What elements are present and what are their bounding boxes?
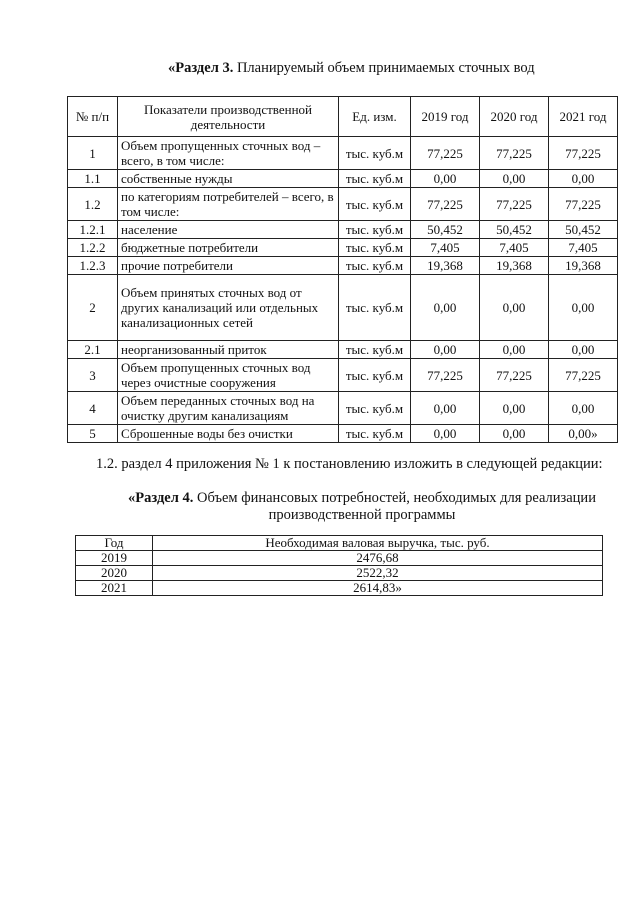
value-2019-cell: 50,452	[411, 221, 480, 239]
value-2020-cell: 0,00	[480, 170, 549, 188]
value-2019-cell: 0,00	[411, 341, 480, 359]
header-cell: Ед. изм.	[339, 97, 411, 137]
year-cell: 2021	[76, 581, 153, 596]
value-2020-cell: 7,405	[480, 239, 549, 257]
value-2019-cell: 77,225	[411, 188, 480, 221]
table-row	[68, 359, 618, 392]
table-row	[68, 239, 618, 257]
row-number-cell: 2	[68, 275, 118, 341]
amendment-paragraph: 1.2. раздел 4 приложения № 1 к постановлению изложить в следующей редакции:	[96, 456, 603, 472]
row-number-cell: 1	[68, 137, 118, 170]
unit-cell: тыс. куб.м	[339, 425, 411, 443]
indicator-cell: Объем пропущенных сточных вод – всего, в том числе:	[118, 137, 339, 170]
unit-cell: тыс. куб.м	[339, 257, 411, 275]
value-2021-cell: 7,405	[549, 239, 618, 257]
row-number-cell: 4	[68, 392, 118, 425]
value-2021-cell: 77,225	[549, 137, 618, 170]
header-cell: Необходимая валовая выручка, тыс. руб.	[153, 536, 603, 551]
value-2019-cell: 0,00	[411, 170, 480, 188]
value-2020-cell: 19,368	[480, 257, 549, 275]
table-row	[68, 425, 618, 443]
section-4-title: Объем финансовых потребностей, необходимых для реализации производственной программы	[193, 490, 596, 523]
value-2019-cell: 0,00	[411, 425, 480, 443]
table-row	[76, 566, 603, 581]
table-row	[68, 188, 618, 221]
indicator-cell: Объем принятых сточных вод от других канализаций или отдельных канализационных сетей	[118, 275, 339, 341]
unit-cell: тыс. куб.м	[339, 221, 411, 239]
value-2021-cell: 19,368	[549, 257, 618, 275]
value-2020-cell: 77,225	[480, 137, 549, 170]
value-2020-cell: 77,225	[480, 188, 549, 221]
value-2020-cell: 0,00	[480, 392, 549, 425]
value-2019-cell: 0,00	[411, 275, 480, 341]
indicator-cell: прочие потребители	[118, 257, 339, 275]
section-3-heading	[168, 60, 535, 77]
value-2020-cell: 77,225	[480, 359, 549, 392]
header-cell: № п/п	[68, 97, 118, 137]
value-2021-cell: 0,00	[549, 275, 618, 341]
value-2021-cell: 77,225	[549, 188, 618, 221]
table-row	[68, 275, 618, 341]
row-number-cell: 3	[68, 359, 118, 392]
value-2019-cell: 77,225	[411, 137, 480, 170]
row-number-cell: 2.1	[68, 341, 118, 359]
indicator-cell: неорганизованный приток	[118, 341, 339, 359]
value-2021-cell: 50,452	[549, 221, 618, 239]
value-2020-cell: 50,452	[480, 221, 549, 239]
row-number-cell: 1.1	[68, 170, 118, 188]
table-row	[68, 137, 618, 170]
revenue-cell: 2614,83»	[153, 581, 603, 596]
value-2021-cell: 0,00»	[549, 425, 618, 443]
value-2019-cell: 19,368	[411, 257, 480, 275]
unit-cell: тыс. куб.м	[339, 359, 411, 392]
indicator-cell: бюджетные потребители	[118, 239, 339, 257]
indicator-cell: по категориям потребителей – всего, в том числе:	[118, 188, 339, 221]
unit-cell: тыс. куб.м	[339, 188, 411, 221]
header-cell: Показатели производственной деятельности	[118, 97, 339, 137]
header-cell: Год	[76, 536, 153, 551]
row-number-cell: 1.2.2	[68, 239, 118, 257]
header-cell: 2019 год	[411, 97, 480, 137]
section-3-title: Планируемый объем принимаемых сточных вод	[233, 60, 535, 76]
section-4-label: «Раздел 4.	[128, 490, 194, 506]
value-2019-cell: 0,00	[411, 392, 480, 425]
value-2020-cell: 0,00	[480, 425, 549, 443]
header-cell: 2021 год	[549, 97, 618, 137]
header-cell: 2020 год	[480, 97, 549, 137]
year-cell: 2019	[76, 551, 153, 566]
table-row	[68, 257, 618, 275]
table-row	[76, 551, 603, 566]
indicator-cell: Объем переданных сточных вод на очистку другим канализациям	[118, 392, 339, 425]
table-row	[76, 581, 603, 596]
value-2021-cell: 0,00	[549, 170, 618, 188]
section-3-label: «Раздел 3.	[168, 60, 234, 76]
wastewater-volume-table	[67, 96, 618, 443]
unit-cell: тыс. куб.м	[339, 170, 411, 188]
table-header-row	[76, 536, 603, 551]
row-number-cell: 1.2.1	[68, 221, 118, 239]
indicator-cell: население	[118, 221, 339, 239]
value-2019-cell: 77,225	[411, 359, 480, 392]
unit-cell: тыс. куб.м	[339, 392, 411, 425]
row-number-cell: 1.2.3	[68, 257, 118, 275]
value-2019-cell: 7,405	[411, 239, 480, 257]
value-2021-cell: 0,00	[549, 341, 618, 359]
indicator-cell: Сброшенные воды без очистки	[118, 425, 339, 443]
section-4-heading	[112, 490, 612, 524]
table-header-row	[68, 97, 618, 137]
revenue-cell: 2522,32	[153, 566, 603, 581]
row-number-cell: 5	[68, 425, 118, 443]
table-row	[68, 170, 618, 188]
value-2020-cell: 0,00	[480, 341, 549, 359]
row-number-cell: 1.2	[68, 188, 118, 221]
financial-needs-table	[75, 535, 603, 596]
table-row	[68, 392, 618, 425]
unit-cell: тыс. куб.м	[339, 275, 411, 341]
year-cell: 2020	[76, 566, 153, 581]
value-2021-cell: 0,00	[549, 392, 618, 425]
indicator-cell: собственные нужды	[118, 170, 339, 188]
unit-cell: тыс. куб.м	[339, 137, 411, 170]
unit-cell: тыс. куб.м	[339, 341, 411, 359]
revenue-cell: 2476,68	[153, 551, 603, 566]
table-row	[68, 221, 618, 239]
value-2020-cell: 0,00	[480, 275, 549, 341]
indicator-cell: Объем пропущенных сточных вод через очистные сооружения	[118, 359, 339, 392]
unit-cell: тыс. куб.м	[339, 239, 411, 257]
value-2021-cell: 77,225	[549, 359, 618, 392]
table-row	[68, 341, 618, 359]
